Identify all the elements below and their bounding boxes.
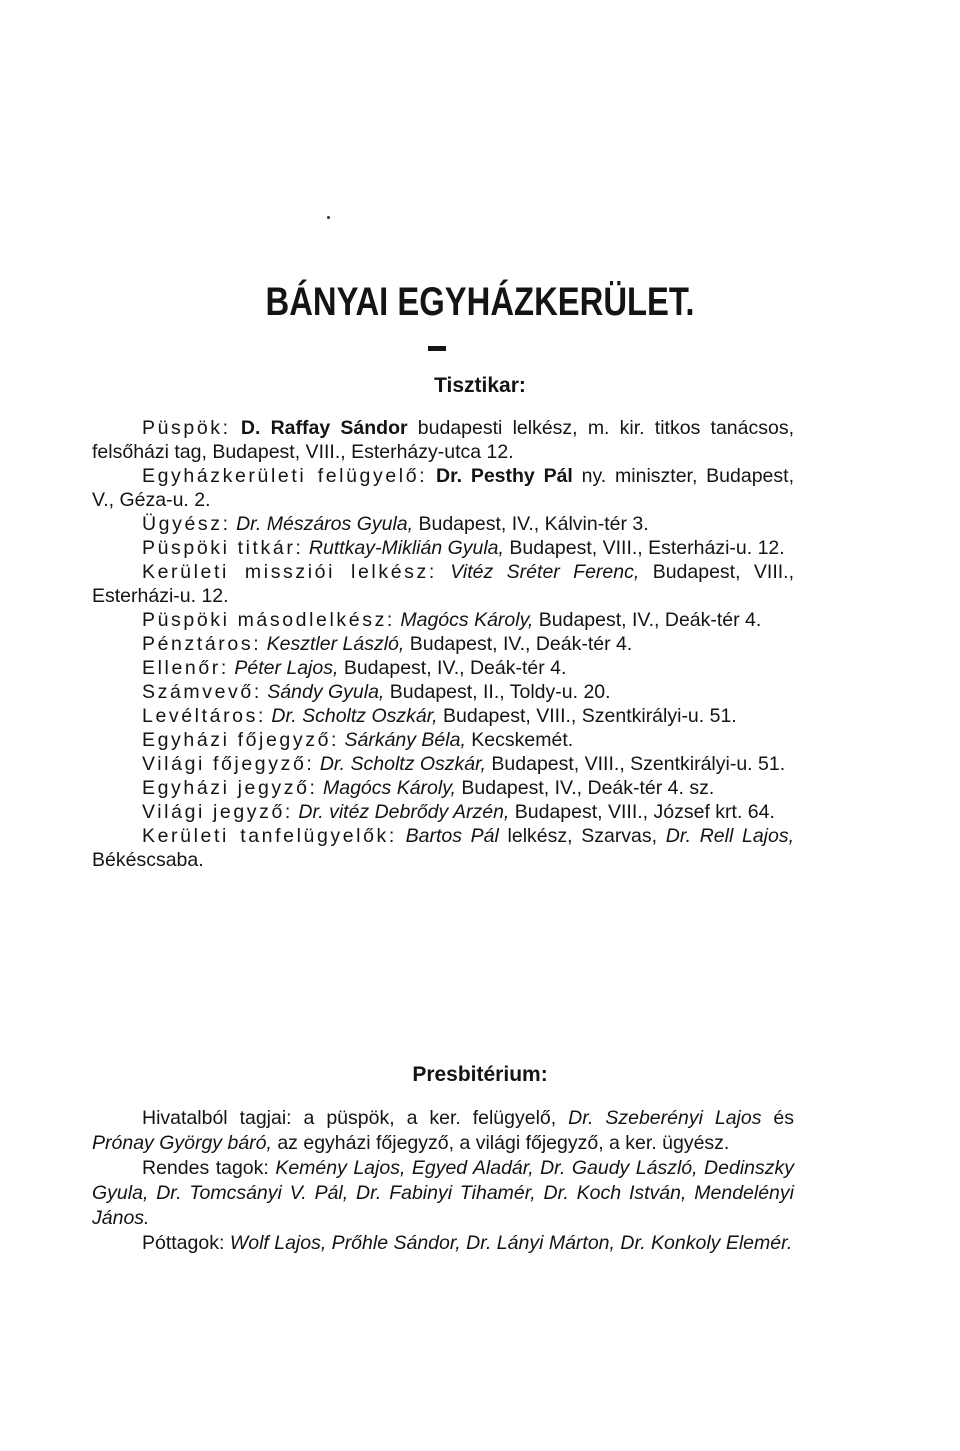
italic-name: Dr. Rell Lajos, [665, 825, 795, 847]
presbiterium-list [92, 1106, 794, 1256]
text-run: Budapest, VIII., Szentkirályi-u. 51. [437, 705, 737, 727]
office-entry [92, 512, 794, 536]
text-run: Budapest, VIII., József krt. 64. [509, 801, 775, 823]
text-run: Budapest, VIII., Szentkirályi-u. 51. [485, 753, 786, 775]
italic-name: Sándy Gyula, [267, 681, 385, 703]
italic-name: Magócs Károly, [400, 609, 534, 631]
text-run: Budapest, IV., Deák-tér 4. [338, 657, 567, 679]
section-heading-tisztikar: Tisztikar: [434, 374, 526, 397]
office-entry [92, 536, 794, 560]
text-run [231, 417, 241, 439]
office-entry [92, 752, 794, 776]
text-run: Budapest, IV., Deák-tér 4. [404, 633, 633, 655]
office-entry [92, 704, 794, 728]
text-run: Budapest, IV., Kálvin-tér 3. [413, 513, 649, 535]
italic-name: Péter Lajos, [234, 657, 339, 679]
office-entry [92, 656, 794, 680]
text-run: és [761, 1107, 795, 1129]
office-entry [92, 416, 794, 464]
text-run [427, 465, 436, 487]
office-label: Ügyész: [142, 513, 231, 535]
italic-name: Kesztler László, [266, 633, 405, 655]
office-label: Egyházi jegyző: [142, 777, 318, 799]
section-heading-presbiterium: Presbitérium: [412, 1063, 548, 1086]
text-run: Budapest, II., Toldy-u. 20. [384, 681, 611, 703]
office-label: Ellenőr: [142, 657, 229, 679]
text-run: Póttagok: [142, 1232, 230, 1254]
text-run: Budapest, VIII., Esterházi-u. 12. [503, 537, 785, 559]
text-run: lelkész, Szarvas, [498, 825, 666, 847]
title-divider [428, 346, 446, 351]
page-title: BÁNYAI EGYHÁZKERÜLET. [265, 280, 695, 324]
italic-name: Bartos Pál [405, 825, 499, 847]
office-label: Püspöki másodlelkész: [142, 609, 395, 631]
italic-name: Dr. Scholtz Oszkár, [319, 753, 486, 775]
italic-name: Vitéz Sréter Ferenc, [450, 561, 640, 583]
text-run: Hivatalból tagjai: a püspök, a ker. felügyelő, [142, 1107, 569, 1129]
text-run: budapesti lelkész, m. kir. titkos tanácsos, felsőházi tag, Budapest, VIII., Esterházy-utca 12. [92, 417, 794, 463]
italic-name: Kemény Lajos, Egyed Aladár, Dr. Gaudy László, Dedinszky Gyula, Dr. Tomcsányi V. Pál, Dr. Fabinyi Tihamér, Dr. Koch István, Mendelényi János. [92, 1157, 795, 1229]
office-label: Világi jegyző: [142, 801, 293, 823]
italic-name: Prónay György báró, [92, 1132, 272, 1154]
office-entry [92, 632, 794, 656]
office-entry [92, 824, 794, 872]
text-run: Budapest, IV., Deák-tér 4. sz. [455, 777, 715, 799]
presbiterium-paragraph [92, 1231, 794, 1256]
italic-name: Dr. Mészáros Gyula, [236, 513, 414, 535]
office-entry [92, 464, 794, 512]
text-run: az egyházi főjegyző, a világi főjegyző, a ker. ügyész. [271, 1132, 730, 1154]
italic-name: Sárkány Béla, [344, 729, 466, 751]
office-label: Levéltáros: [142, 705, 266, 727]
office-label: Egyházi főjegyző: [142, 729, 340, 751]
office-label: Egyházkerületi felügyelő: [142, 465, 428, 487]
text-run: Békéscsaba. [92, 849, 204, 871]
office-entry [92, 800, 794, 824]
italic-name: Dr. vitéz Debrődy Arzén, [298, 801, 510, 823]
office-label: Számvevő: [142, 681, 262, 703]
office-label: Pénztáros: [142, 633, 262, 655]
italic-name: Dr. Szeberényi Lajos [568, 1107, 762, 1129]
text-run: Kecskemét. [465, 729, 574, 751]
office-label: Kerületi tanfelügyelők: [142, 825, 397, 847]
text-run: Budapest, IV., Deák-tér 4. [533, 609, 762, 631]
bold-name: Dr. Pesthy Pál [436, 465, 573, 487]
tisztikar-list [92, 416, 794, 872]
office-label: Püspök: [142, 417, 231, 439]
italic-name: Magócs Károly, [323, 777, 456, 799]
office-entry [92, 776, 794, 800]
text-run: Budapest, VIII., Esterházi-u. 12. [92, 561, 795, 607]
text-run: ny. miniszter, Budapest, V., Géza-u. 2. [92, 465, 794, 511]
presbiterium-paragraph [92, 1156, 794, 1231]
italic-name: Wolf Lajos, Prőhle Sándor, Dr. Lányi Márton, Dr. Konkoly Elemér. [229, 1232, 793, 1254]
office-entry [92, 680, 794, 704]
office-entry [92, 728, 794, 752]
print-speck [327, 216, 330, 219]
office-entry [92, 608, 794, 632]
office-label: Kerületi missziói lelkész: [142, 561, 437, 583]
bold-name: D. Raffay Sándor [240, 417, 408, 439]
office-label: Világi főjegyző: [142, 753, 315, 775]
presbiterium-paragraph [92, 1106, 794, 1156]
office-entry [92, 560, 794, 608]
text-run [437, 561, 450, 583]
office-label: Püspöki titkár: [142, 537, 304, 559]
italic-name: Ruttkay-Miklián Gyula, [308, 537, 504, 559]
italic-name: Dr. Scholtz Oszkár, [271, 705, 438, 727]
text-run [397, 825, 406, 847]
text-run: Rendes tagok: [142, 1157, 276, 1179]
